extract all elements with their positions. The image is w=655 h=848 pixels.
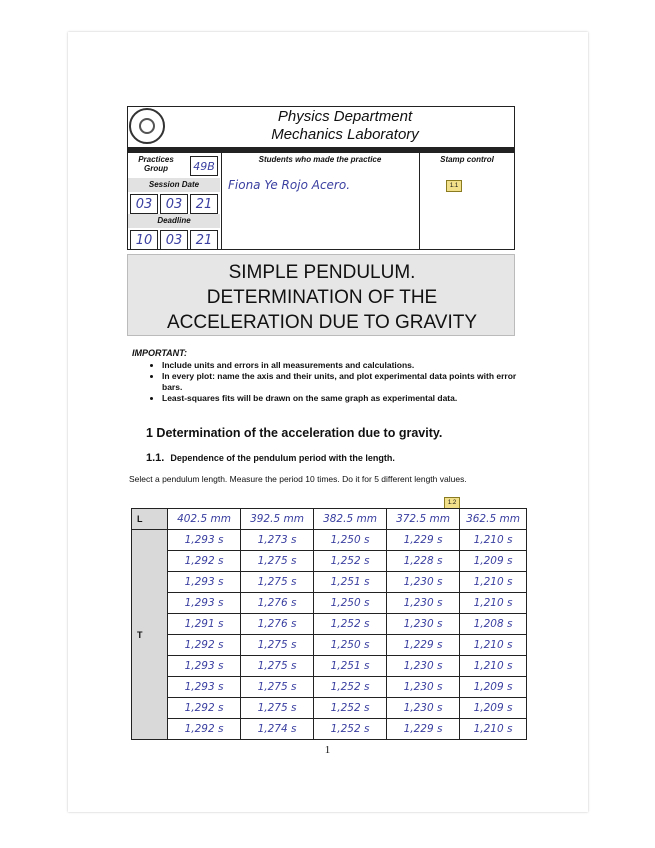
table-row [132, 635, 527, 656]
university-seal-icon [129, 108, 165, 144]
period-cell: 1,292 s [168, 719, 241, 740]
title-line-2: DETERMINATION OF THE [206, 287, 438, 308]
period-cell: 1,293 s [168, 593, 241, 614]
table-row [132, 677, 527, 698]
section-1-1-heading [146, 452, 395, 464]
period-cell: 1,229 s [387, 530, 460, 551]
period-cell: 1,275 s [241, 698, 314, 719]
department-title [200, 108, 490, 144]
section-1-heading: 1 Determination of the acceleration due to gravity. [146, 426, 443, 440]
info-divider-1 [221, 152, 222, 250]
students-label: Students who made the practice [258, 155, 382, 164]
period-cell: 1,275 s [241, 572, 314, 593]
period-cell: 1,292 s [168, 635, 241, 656]
period-cell: 1,210 s [460, 719, 527, 740]
period-cell: 1,275 s [241, 656, 314, 677]
period-cell: 1,276 s [241, 593, 314, 614]
period-cell: 1,230 s [387, 593, 460, 614]
deadline-day: 10 [130, 230, 158, 250]
section-title: Dependence of the pendulum period with the length. [170, 453, 395, 463]
important-heading: IMPORTANT: [132, 348, 187, 358]
table-row [132, 593, 527, 614]
practices-group-label: Practices Group [138, 155, 174, 173]
length-cell: 362.5 mm [460, 509, 527, 530]
page-number: 1 [324, 744, 331, 756]
table-row [132, 572, 527, 593]
session-day: 03 [130, 194, 158, 214]
period-cell: 1,229 s [387, 719, 460, 740]
title-line-1: SIMPLE PENDULUM. [228, 262, 416, 283]
period-cell: 1,274 s [241, 719, 314, 740]
stamp-control-label: Stamp control [440, 155, 494, 164]
period-cell: 1,228 s [387, 551, 460, 572]
department-name: Physics Department [277, 108, 413, 125]
period-cell: 1,251 s [314, 656, 387, 677]
period-cell: 1,292 s [168, 698, 241, 719]
section-number: 1.1. [146, 452, 165, 464]
student-name: Fiona Ye Rojo Acero. [228, 178, 351, 192]
period-cell: 1,210 s [460, 635, 527, 656]
table-row [132, 656, 527, 677]
length-cell: 402.5 mm [168, 509, 241, 530]
period-cell: 1,291 s [168, 614, 241, 635]
length-cell: 392.5 mm [241, 509, 314, 530]
period-cell: 1,293 s [168, 572, 241, 593]
period-cell: 1,275 s [241, 677, 314, 698]
period-cell: 1,252 s [314, 614, 387, 635]
period-cell: 1,230 s [387, 572, 460, 593]
period-cell: 1,275 s [241, 635, 314, 656]
period-cell: 1,293 s [168, 656, 241, 677]
length-cell: 382.5 mm [314, 509, 387, 530]
stamp-badge: 1.1 [446, 180, 462, 192]
important-item: • Include units and errors in all measurements and calculations. [162, 360, 522, 371]
period-cell: 1,209 s [460, 698, 527, 719]
period-cell: 1,292 s [168, 551, 241, 572]
table-row [132, 509, 527, 530]
group-value: 49B [190, 156, 218, 176]
table-row [132, 719, 527, 740]
practice-title [130, 260, 514, 335]
period-cell: 1,275 s [241, 551, 314, 572]
info-divider-2 [419, 152, 420, 250]
table-row [132, 530, 527, 551]
period-cell: 1,293 s [168, 677, 241, 698]
period-cell: 1,210 s [460, 593, 527, 614]
period-cell: 1,250 s [314, 635, 387, 656]
period-cell: 1,230 s [387, 677, 460, 698]
deadline-label: Deadline [157, 216, 191, 225]
important-item: • Least-squares fits will be drawn on the same graph as experimental data. [162, 393, 522, 404]
period-cell: 1,293 s [168, 530, 241, 551]
period-cell: 1,252 s [314, 551, 387, 572]
period-cell: 1,250 s [314, 530, 387, 551]
period-cell: 1,276 s [241, 614, 314, 635]
period-cell: 1,210 s [460, 656, 527, 677]
length-row-label: L [132, 509, 168, 530]
period-cell: 1,208 s [460, 614, 527, 635]
table-row [132, 614, 527, 635]
period-cell: 1,252 s [314, 677, 387, 698]
period-cell: 1,210 s [460, 572, 527, 593]
period-cell: 1,209 s [460, 551, 527, 572]
instructions: Select a pendulum length. Measure the period 10 times. Do it for 5 different length values. [129, 474, 467, 484]
lab-name: Mechanics Laboratory [271, 126, 419, 143]
session-date-label: Session Date [148, 180, 200, 189]
period-row-label: T [132, 530, 168, 740]
period-cell: 1,209 s [460, 677, 527, 698]
table-row [132, 698, 527, 719]
deadline-year: 21 [190, 230, 218, 250]
length-cell: 372.5 mm [387, 509, 460, 530]
period-cell: 1,250 s [314, 593, 387, 614]
important-item: • In every plot: name the axis and their units, and plot experimental data points with error bars. [162, 371, 522, 393]
title-line-3: ACCELERATION DUE TO GRAVITY [166, 312, 478, 333]
period-cell: 1,230 s [387, 656, 460, 677]
period-cell: 1,273 s [241, 530, 314, 551]
table-row [132, 551, 527, 572]
important-list [150, 360, 522, 404]
session-month: 03 [160, 194, 188, 214]
period-cell: 1,229 s [387, 635, 460, 656]
deadline-month: 03 [160, 230, 188, 250]
period-cell: 1,230 s [387, 698, 460, 719]
session-year: 21 [190, 194, 218, 214]
period-cell: 1,252 s [314, 719, 387, 740]
table-badge: 1.2 [444, 497, 460, 509]
period-cell: 1,230 s [387, 614, 460, 635]
period-cell: 1,210 s [460, 530, 527, 551]
period-cell: 1,252 s [314, 698, 387, 719]
period-table [131, 508, 527, 740]
period-cell: 1,251 s [314, 572, 387, 593]
